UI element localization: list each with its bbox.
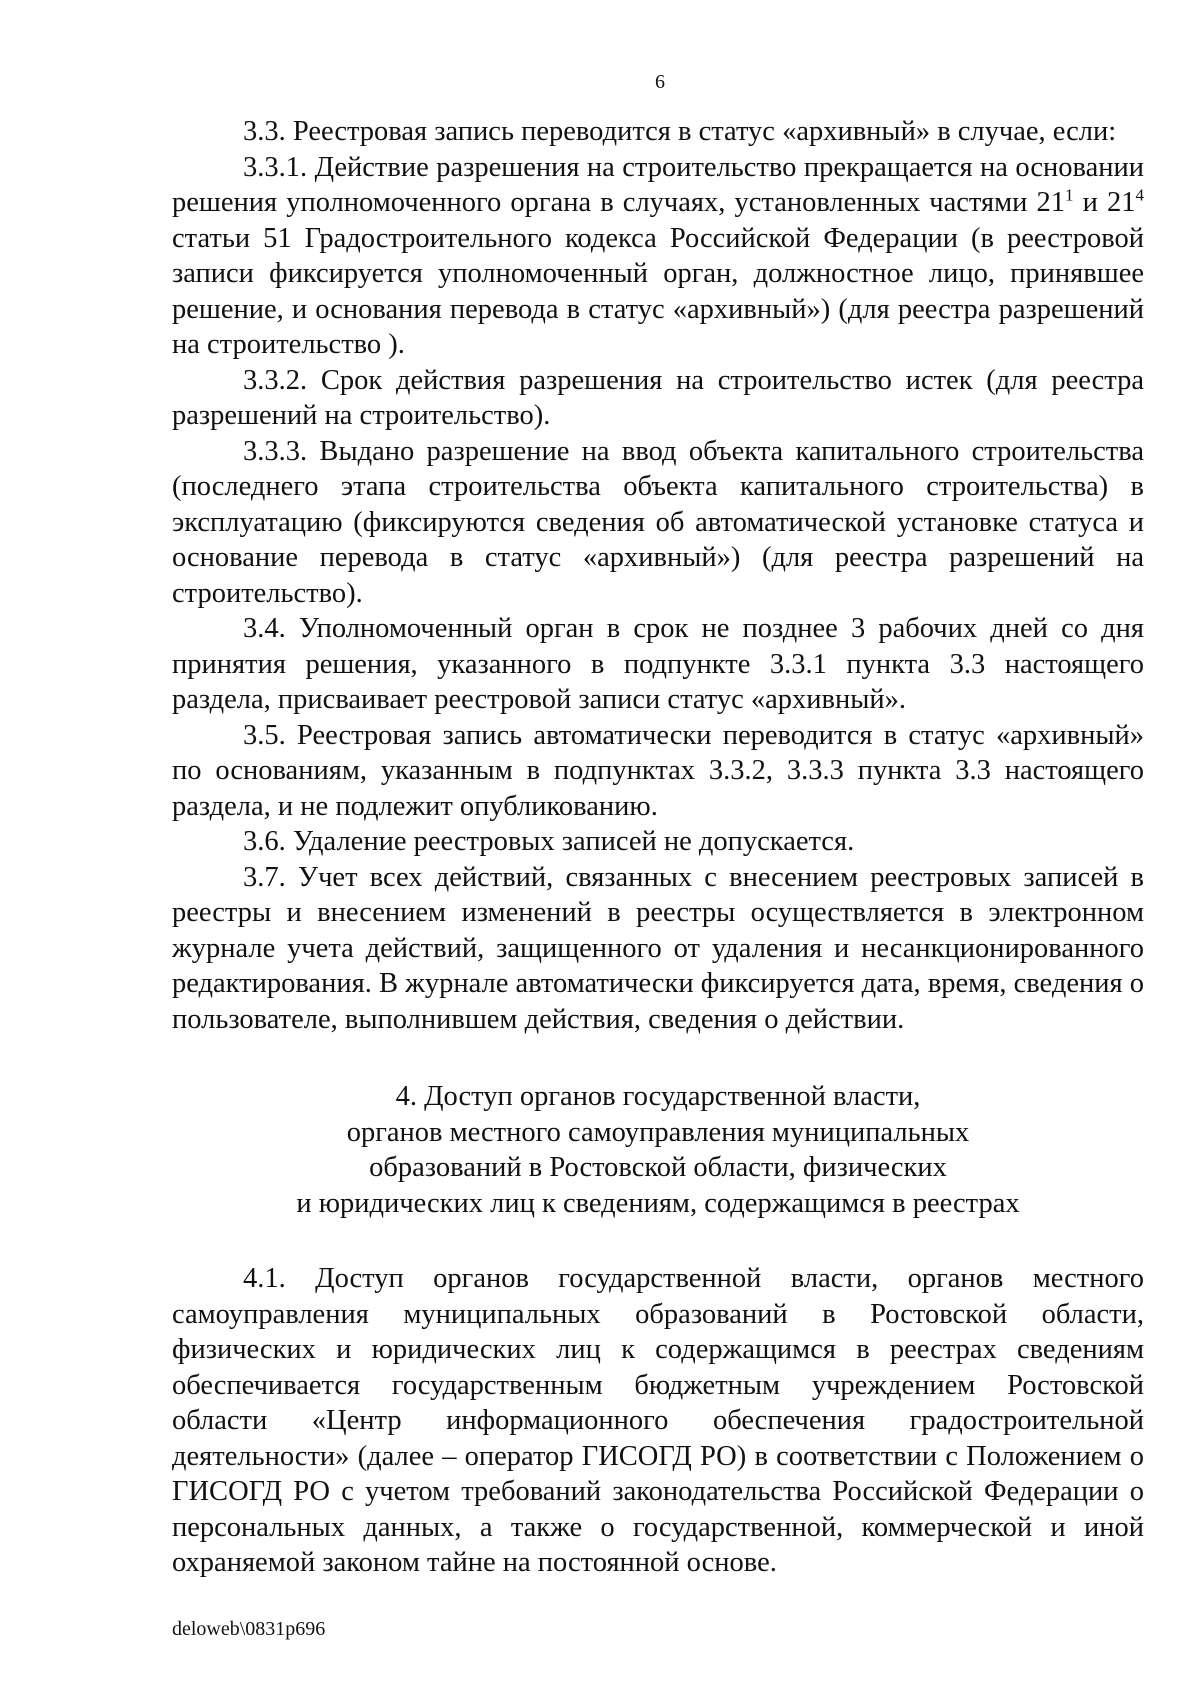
section-4-heading-line-1: 4. Доступ органов государственной власти, [395, 1081, 921, 1112]
paragraph-3-4: 3.4. Уполномоченный орган в срок не позднее 3 рабочих дней со дня принятия решения, указанного в подпункте 3.3.1 пункта 3.3 настоящего раздела, присваивает реестровой записи статус «архивный». [172, 613, 1144, 715]
paragraph-3-6: 3.6. Удаление реестровых записей не допускается. [243, 826, 855, 857]
paragraph-3-3-1-text-end: статьи 51 Градостроительного кодекса Российской Федерации (в реестровой записи фиксируется уполномоченный орган, должностное лицо, принявшее решение, и основания перевода в статус «архивный») (для реестра разрешений на строительство ). [172, 222, 1144, 360]
paragraph-3-3-1-text-start: 3.3.1. Действие разрешения на строительство прекращается на основании решения уполномоченного органа в случаях, установленных частями 21 [172, 151, 1144, 218]
paragraph-4-1: 4.1. Доступ органов государственной власти, органов местного самоуправления муниципальных образований в Ростовской области, физических и юридических лиц к содержащимся в реестрах сведениям обеспечивается государственным бюджетным учреждением Ростовской области «Центр информационного обеспечения градостроительной деятельности» (далее – оператор ГИСОГД РО) в соответствии с Положением о ГИСОГД РО с учетом требований законодательства Российской Федерации о персональных данных, а также о государственной, коммерческой и иной охраняемой законом тайне на постоянной основе. [172, 1263, 1144, 1578]
footer-document-code: deloweb\0831p696 [172, 1618, 326, 1640]
document-body [172, 114, 1144, 1581]
paragraph-3-3-2: 3.3.2. Срок действия разрешения на строительство истек (для реестра разрешений на строительство). [172, 364, 1144, 431]
section-4-heading-line-2: органов местного самоуправления муниципальных [346, 1116, 970, 1148]
superscript-1: 1 [1065, 185, 1074, 205]
section-4-heading-line-3: образований в Ростовской области, физических [369, 1152, 947, 1183]
paragraph-3-7: 3.7. Учет всех действий, связанных с внесением реестровых записей в реестры и внесением изменений в реестры осуществляется в электронном журнале учета действий, защищенного от удаления и несанкционированного редактирования. В журнале автоматически фиксируется дата, время, сведения о пользователе, выполнившем действия, сведения о действии. [172, 861, 1144, 1035]
paragraph-3-3-3: 3.3.3. Выдано разрешение на ввод объекта капитального строительства (последнего этапа строительства объекта капитального строительства) в эксплуатацию (фиксируются сведения об автоматической установке статуса и основание перевода в статус «архивный») (для реестра разрешений на строительство). [172, 435, 1144, 609]
superscript-4: 4 [1135, 185, 1144, 205]
paragraph-3-5: 3.5. Реестровая запись автоматически переводится в статус «архивный» по основаниям, указанным в подпунктах 3.3.2, 3.3.3 пункта 3.3 настоящего раздела, и не подлежит опубликованию. [172, 719, 1144, 822]
paragraph-3-3-1 [172, 150, 1144, 363]
section-4-heading [172, 1079, 1144, 1221]
page-number: 6 [655, 71, 665, 93]
paragraph-3-3: 3.3. Реестровая запись переводится в статус «архивный» в случае, если: [243, 116, 1117, 147]
section-4-heading-line-4: и юридических лиц к сведениям, содержащимся в реестрах [296, 1187, 1020, 1219]
paragraph-3-3-1-text-mid: и 21 [1073, 187, 1136, 218]
